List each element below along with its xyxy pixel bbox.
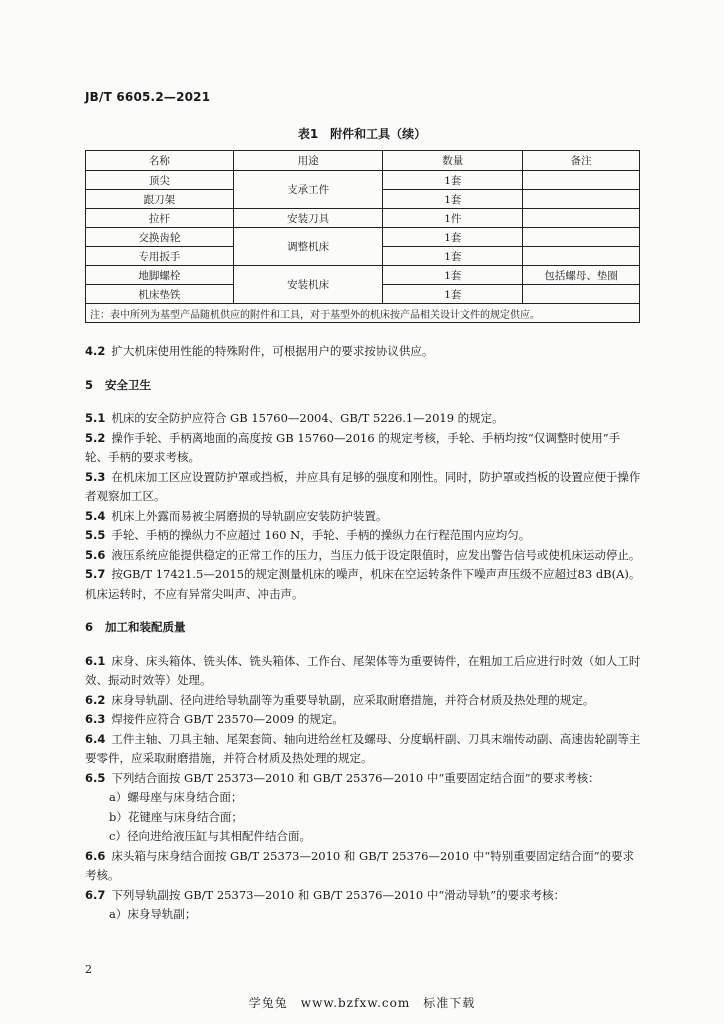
table-row bbox=[86, 228, 640, 247]
clause-text: 操作手轮、手柄离地面的高度按 GB 15760—2016 的规定考核，手轮、手柄均按“仅调整时使用”手轮、手柄的要求考核。 bbox=[85, 430, 621, 464]
cell-remark bbox=[523, 209, 640, 228]
cell-quantity: 1套 bbox=[383, 247, 523, 266]
table-header-row bbox=[86, 151, 640, 171]
clause-number: 6.7 bbox=[85, 887, 106, 902]
clause-text: 按GB/T 17421.5—2015的规定测量机床的噪声，机床在空运转条件下噪声声压级不应超过83 dB(A)。机床运转时，不应有异常尖叫声、冲击声。 bbox=[85, 567, 641, 601]
column-header-use: 用途 bbox=[233, 151, 383, 171]
clause-text: 焊接件应符合 GB/T 23570—2009 的规定。 bbox=[111, 712, 344, 726]
clause-number: 5.3 bbox=[85, 469, 106, 484]
clause-number: 4.2 bbox=[85, 344, 106, 358]
cell-name: 拉杆 bbox=[86, 209, 234, 228]
cell-use: 支承工件 bbox=[233, 171, 383, 209]
clause-number: 5.5 bbox=[85, 528, 106, 542]
clause-4-2 bbox=[85, 342, 641, 362]
clause-5-7 bbox=[85, 565, 641, 604]
column-header-remark: 备注 bbox=[523, 151, 640, 171]
cell-name: 跟刀架 bbox=[86, 190, 234, 209]
clause-6-4 bbox=[85, 730, 641, 769]
table-note: 注：表中所列为基型产品随机供应的附件和工具，对于基型外的机床按产品相关设计文件的规定供应。 bbox=[86, 304, 640, 323]
section-number: 6 bbox=[85, 620, 94, 634]
clause-number: 6.3 bbox=[85, 712, 106, 726]
clause-5-6 bbox=[85, 546, 641, 566]
cell-remark bbox=[523, 171, 640, 190]
cell-remark bbox=[523, 247, 640, 266]
clause-6-5 bbox=[85, 769, 641, 789]
clause-text: 工件主轴、刀具主轴、尾架套筒、轴向进给丝杠及螺母、分度蜗杆副、刀具末端传动副、高速齿轮副等主要零件，应采取耐磨措施，并符合材质及热处理的规定。 bbox=[85, 731, 641, 765]
section-5-heading bbox=[85, 376, 641, 396]
cell-remark bbox=[523, 190, 640, 209]
clause-number: 6.6 bbox=[85, 848, 106, 863]
cell-remark bbox=[523, 285, 640, 304]
cell-quantity: 1件 bbox=[383, 209, 523, 228]
clause-6-6 bbox=[85, 847, 641, 886]
table-row bbox=[86, 209, 640, 228]
list-item-6-7-a: a）床身导轨副； bbox=[109, 907, 197, 921]
clause-text: 下列结合面按 GB/T 25373—2010 和 GB/T 25376—2010 中“重要固定结合面”的要求考核： bbox=[111, 770, 600, 785]
clause-text: 机床的安全防护应符合 GB 15760—2004、GB/T 5226.1—2019 的规定。 bbox=[111, 411, 504, 425]
clause-text: 扩大机床使用性能的特殊附件，可根据用户的要求按协议供应。 bbox=[111, 344, 434, 358]
standard-number: JB/T 6605.2—2021 bbox=[85, 90, 211, 104]
clause-text: 液压系统应能提供稳定的正常工作的压力，当压力低于设定限值时，应发出警告信号或使机床运动停止。 bbox=[111, 547, 641, 562]
clause-text: 下列导轨副按 GB/T 25373—2010 和 GB/T 25376—2010 中“滑动导轨”的要求考核： bbox=[111, 887, 566, 902]
clause-number: 6.5 bbox=[85, 770, 106, 785]
accessories-table bbox=[85, 150, 640, 323]
clause-5-5 bbox=[85, 526, 641, 546]
clause-text: 床身、床头箱体、铣头体、铣头箱体、工作台、尾架体等为重要铸件，在粗加工后应进行时效（如人工时效、振动时效等）处理。 bbox=[85, 653, 641, 687]
cell-quantity: 1套 bbox=[383, 285, 523, 304]
cell-use: 安装刀具 bbox=[233, 209, 383, 228]
cell-remark: 包括螺母、垫圈 bbox=[523, 266, 640, 285]
document-body bbox=[85, 342, 641, 925]
clause-number: 5.6 bbox=[85, 547, 106, 562]
section-number: 5 bbox=[85, 377, 94, 392]
clause-number: 5.4 bbox=[85, 508, 106, 523]
clause-6-3 bbox=[85, 710, 641, 730]
section-6-heading bbox=[85, 618, 641, 638]
cell-quantity: 1套 bbox=[383, 228, 523, 247]
list-item-6-5-c: c）径向进给液压缸与其相配件结合面。 bbox=[109, 829, 311, 843]
page-number: 2 bbox=[85, 963, 92, 976]
cell-use: 调整机床 bbox=[233, 228, 383, 266]
cell-remark bbox=[523, 228, 640, 247]
clause-number: 6.4 bbox=[85, 731, 106, 746]
clause-text: 床身导轨副、径向进给导轨副等为重要导轨副，应采取耐磨措施，并符合材质及热处理的规定。 bbox=[111, 692, 595, 707]
cell-quantity: 1套 bbox=[383, 190, 523, 209]
section-title: 加工和装配质量 bbox=[105, 620, 186, 634]
clause-text: 机床上外露而易被尘屑磨损的导轨副应安装防护装置。 bbox=[111, 508, 388, 523]
clause-text: 床头箱与床身结合面按 GB/T 25373—2010 和 GB/T 25376—2010 中“特别重要固定结合面”的要求考核。 bbox=[85, 848, 635, 882]
cell-quantity: 1套 bbox=[383, 266, 523, 285]
clause-text: 在机床加工区应设置防护罩或挡板，并应具有足够的强度和刚性。同时，防护罩或挡板的设置应便于操作者观察加工区。 bbox=[85, 469, 641, 503]
cell-quantity: 1套 bbox=[383, 171, 523, 190]
cell-name: 地脚螺栓 bbox=[86, 266, 234, 285]
footer-watermark: 学兔兔 www.bzfxw.com 标准下载 bbox=[248, 996, 476, 1010]
clause-text: 手轮、手柄的操纵力不应超过 160 N，手轮、手柄的操纵力在行程范围内应均匀。 bbox=[111, 528, 531, 542]
clause-6-1 bbox=[85, 652, 641, 691]
list-item-6-5-a: a）螺母座与床身结合面； bbox=[109, 790, 243, 804]
clause-5-4 bbox=[85, 507, 641, 527]
column-header-name: 名称 bbox=[86, 151, 234, 171]
table-row bbox=[86, 171, 640, 190]
clause-number: 5.1 bbox=[85, 411, 106, 425]
cell-use: 安装机床 bbox=[233, 266, 383, 304]
clause-5-3 bbox=[85, 468, 641, 507]
column-header-quantity: 数量 bbox=[383, 151, 523, 171]
clause-5-2 bbox=[85, 429, 641, 468]
table-note-row bbox=[86, 304, 640, 323]
table-title: 表1 附件和工具（续） bbox=[297, 127, 427, 141]
cell-name: 顶尖 bbox=[86, 171, 234, 190]
clause-number: 5.7 bbox=[85, 567, 106, 581]
cell-name: 专用扳手 bbox=[86, 247, 234, 266]
clause-number: 6.2 bbox=[85, 692, 106, 707]
clause-number: 6.1 bbox=[85, 653, 106, 668]
list-item-6-5-b: b）花键座与床身结合面； bbox=[109, 809, 243, 824]
cell-name: 交换齿轮 bbox=[86, 228, 234, 247]
clause-5-1 bbox=[85, 409, 641, 429]
clause-number: 5.2 bbox=[85, 430, 106, 445]
cell-name: 机床垫铁 bbox=[86, 285, 234, 304]
table-row bbox=[86, 266, 640, 285]
section-title: 安全卫生 bbox=[105, 377, 152, 392]
clause-6-7 bbox=[85, 886, 641, 906]
clause-6-2 bbox=[85, 691, 641, 711]
